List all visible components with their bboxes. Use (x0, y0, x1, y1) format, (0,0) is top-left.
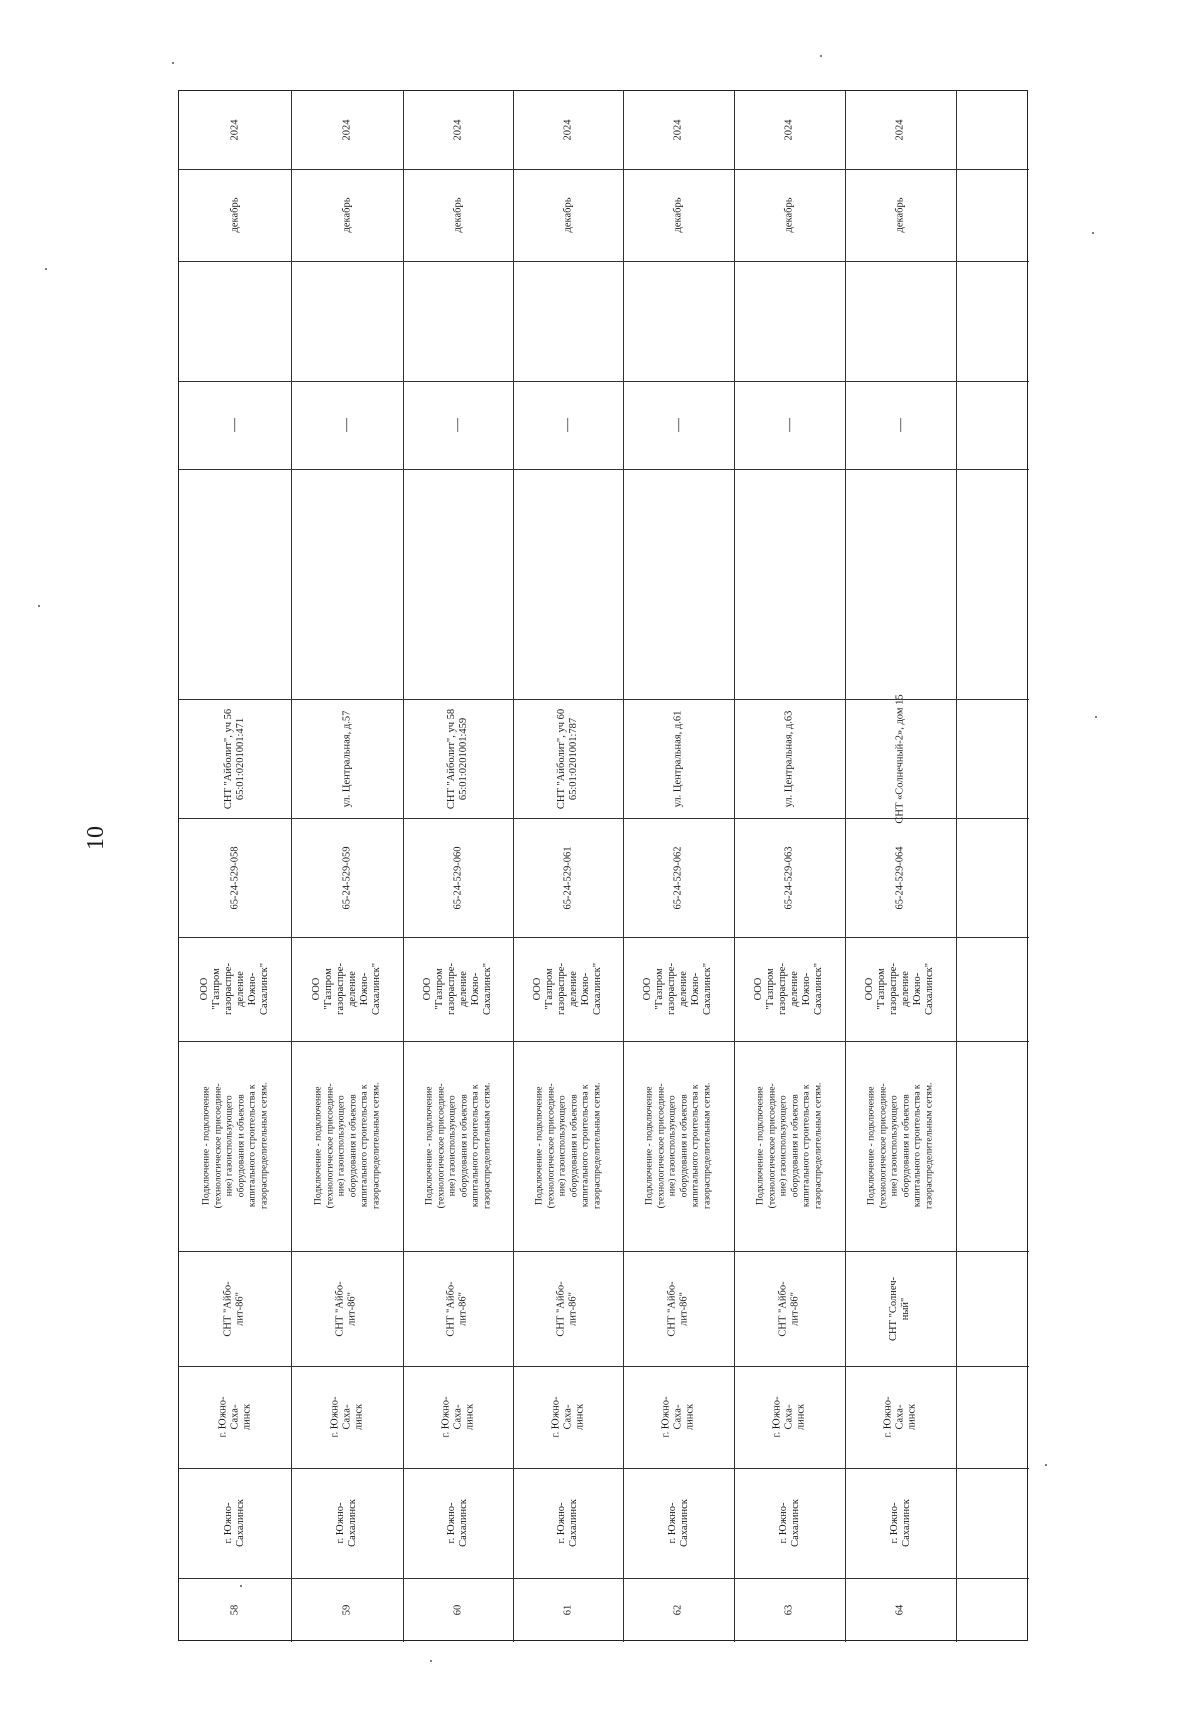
table-cell (734, 1251, 845, 1366)
cell-quantity: — (450, 418, 465, 432)
cell-district: г. Южно- Сахалинск (666, 1499, 690, 1547)
cell-record-code: 65-24-529-060 (452, 846, 463, 909)
table-cell (513, 818, 623, 937)
cell-row-number: 60 (452, 1604, 463, 1616)
table-cell (623, 1251, 734, 1366)
cell-object-name: СНТ "Айбо- лит-86" (445, 1280, 469, 1337)
table-cell (291, 169, 403, 261)
table-cell (734, 1468, 845, 1578)
table-cell (513, 381, 623, 469)
table-cell (291, 261, 403, 381)
cell-month: декабрь (229, 197, 240, 233)
table-cell (623, 1578, 734, 1642)
cell-year: 2024 (894, 119, 906, 141)
cell-address: ул. Центральная, д.63 (783, 710, 795, 807)
table-cell (403, 1251, 513, 1366)
table-cell (403, 1041, 513, 1251)
table-cell (623, 169, 734, 261)
table-cell (734, 91, 845, 169)
table-cell (513, 1578, 623, 1642)
cell-object-name: СНТ "Айбо- лит-86" (334, 1280, 358, 1337)
cell-district: г. Южно- Сахалинск (223, 1499, 246, 1547)
cell-row-number: 63 (783, 1604, 795, 1616)
table-cell (513, 261, 623, 381)
cell-organization: ООО "Газпром газораспре- деление Южно- Сахалинск" (642, 962, 714, 1016)
cell-object-name: СНТ "Айбо- лит-86" (777, 1280, 801, 1337)
cell-year: 2024 (229, 119, 240, 141)
cell-quantity: — (227, 418, 242, 432)
table-cell (734, 699, 845, 818)
table-cell (179, 1041, 291, 1251)
cell-settlement: г. Южно- Саха- линск (216, 1396, 252, 1438)
table-cell (291, 1251, 403, 1366)
cell-organization: ООО "Газпром газораспре- деление Южно- Сахалинск" (753, 962, 825, 1016)
cell-settlement: г. Южно- Саха- линск (882, 1396, 918, 1438)
cell-event-description: Подключение - подключение (технологическое присоедине- ние) газоиспользующего оборудования и объектов капитального строительства к газораспределительным сетям. (754, 1082, 824, 1210)
table-cell (623, 469, 734, 699)
table-cell (513, 1041, 623, 1251)
cell-month: декабрь (894, 197, 906, 233)
table-cell (403, 381, 513, 469)
table-cell (403, 169, 513, 261)
table-cell (403, 1468, 513, 1578)
table-cell (623, 699, 734, 818)
records-table (178, 90, 1028, 1641)
cell-object-name: СНТ "Айбо- лит-86" (555, 1280, 579, 1337)
cell-district: г. Южно- Сахалинск (777, 1499, 801, 1547)
cell-month: декабрь (562, 197, 573, 233)
table-cell (845, 818, 956, 937)
cell-year: 2024 (672, 119, 684, 141)
table-cell (734, 261, 845, 381)
table-cell (845, 91, 956, 169)
table-cell (734, 1578, 845, 1642)
cell-district: г. Южно- Сахалинск (446, 1499, 469, 1547)
cell-address: СНТ "Айболит", уч 58 65:01:0201001:459 (446, 708, 469, 809)
cell-organization: ООО "Газпром газораспре- деление Южно- Сахалинск" (311, 962, 382, 1016)
table-cell (513, 1251, 623, 1366)
table-cell (845, 261, 956, 381)
table-cell (403, 1366, 513, 1468)
cell-object-name: СНТ "Айбо- лит-86" (666, 1280, 690, 1337)
table-cell (179, 91, 291, 169)
cell-event-description: Подключение - подключение (технологическое присоедине- ние) газоиспользующего оборудования и объектов капитального строительства к газораспределительным сетям. (643, 1082, 713, 1210)
scan-speck (240, 1585, 242, 1587)
page-number: 10 (83, 826, 109, 850)
table-cell (179, 1578, 291, 1642)
cell-organization: ООО "Газпром газораспре- деление Южно- Сахалинск" (199, 962, 270, 1016)
cell-event-description: Подключение - подключение (технологическое присоедине- ние) газоиспользующего оборудования и объектов капитального строительства к газораспределительным сетям. (865, 1082, 935, 1210)
scan-speck (1095, 716, 1097, 718)
table-cell (179, 1251, 291, 1366)
cell-month: декабрь (672, 197, 684, 233)
table-cell (845, 937, 956, 1041)
table-cell (291, 818, 403, 937)
table-cell (623, 261, 734, 381)
table-cell (403, 469, 513, 699)
table-cell (291, 1468, 403, 1578)
cell-event-description: Подключение - подключение (технологическое присоедине- ние) газоиспользующего оборудования и объектов капитального строительства к газораспределительным сетям. (423, 1082, 493, 1210)
table-cell (513, 1468, 623, 1578)
table-cell (623, 818, 734, 937)
table-cell (845, 1041, 956, 1251)
table-cell (179, 699, 291, 818)
table-cell (291, 469, 403, 699)
cell-year: 2024 (562, 119, 573, 141)
cell-quantity: — (560, 418, 575, 432)
table-cell (513, 91, 623, 169)
cell-month: декабрь (783, 197, 795, 233)
table-cell (845, 693, 956, 824)
cell-year: 2024 (452, 119, 463, 141)
table-cell (291, 381, 403, 469)
table-cell (845, 1578, 956, 1642)
table-cell (845, 469, 956, 699)
cell-year: 2024 (783, 119, 795, 141)
cell-organization: ООО "Газпром газораспре- деление Южно- Сахалинск" (532, 962, 603, 1016)
table-cell (179, 937, 291, 1041)
table-cell (179, 1468, 291, 1578)
cell-settlement: г. Южно- Саха- линск (660, 1396, 696, 1438)
cell-row-number: 58 (229, 1604, 240, 1616)
cell-object-name: СНТ "Солнеч- ный" (888, 1276, 912, 1341)
table-cell (179, 169, 291, 261)
table-cell (623, 1041, 734, 1251)
scan-speck (1092, 232, 1094, 234)
cell-row-number: 64 (894, 1604, 906, 1616)
table-cell (403, 937, 513, 1041)
table-cell (403, 699, 513, 818)
cell-organization: ООО "Газпром газораспре- деление Южно- Сахалинск" (422, 962, 493, 1016)
cell-district: г. Южно- Сахалинск (335, 1499, 358, 1547)
cell-address: ул. Центральная, д.57 (341, 710, 352, 807)
table-cell (179, 381, 291, 469)
cell-organization: ООО "Газпром газораспре- деление Южно- Сахалинск" (864, 962, 936, 1016)
cell-row-number: 62 (672, 1604, 684, 1616)
table-cell (179, 469, 291, 699)
cell-address: СНТ «Солнечный-2», дом 15 (894, 693, 906, 824)
table-cell (179, 1366, 291, 1468)
table-cell (513, 469, 623, 699)
table-cell (845, 1468, 956, 1578)
cell-address: ул. Центральная, д.61 (672, 710, 684, 807)
table-cell (291, 1578, 403, 1642)
cell-row-number: 61 (562, 1604, 573, 1616)
cell-month: декабрь (341, 197, 352, 233)
cell-event-description: Подключение - подключение (технологическое присоедине- ние) газоиспользующего оборудования и объектов капитального строительства к газораспределительным сетям. (200, 1082, 270, 1210)
table-cell (734, 381, 845, 469)
table-cell (291, 91, 403, 169)
table-cell (623, 91, 734, 169)
cell-quantity: — (670, 418, 686, 432)
cell-quantity: — (781, 418, 797, 432)
cell-record-code: 65-24-529-063 (783, 846, 795, 909)
table-cell (623, 937, 734, 1041)
table-cell (403, 1578, 513, 1642)
table-cell (291, 1366, 403, 1468)
cell-record-code: 65-24-529-064 (894, 846, 906, 909)
cell-record-code: 65-24-529-059 (341, 846, 352, 909)
cell-event-description: Подключение - подключение (технологическое присоедине- ние) газоиспользующего оборудования и объектов капитального строительства к газораспределительным сетям. (533, 1082, 603, 1210)
table-cell (513, 1366, 623, 1468)
scan-speck (1045, 1464, 1047, 1466)
cell-month: декабрь (452, 197, 463, 233)
table-cell (513, 699, 623, 818)
table-cell (403, 261, 513, 381)
table-cell (179, 261, 291, 381)
cell-record-code: 65-24-529-062 (672, 846, 684, 909)
table-cell (734, 1041, 845, 1251)
cell-settlement: г. Южно- Саха- линск (439, 1396, 475, 1438)
table-cell (845, 381, 956, 469)
table-cell (845, 1366, 956, 1468)
table-cell (291, 1041, 403, 1251)
table-cell (734, 818, 845, 937)
cell-object-name: СНТ "Айбо- лит-86" (222, 1280, 246, 1337)
cell-quantity: — (892, 418, 908, 432)
table-cell (623, 1366, 734, 1468)
table-cell (734, 469, 845, 699)
scan-speck (45, 268, 47, 270)
table-cell (513, 169, 623, 261)
table-cell (845, 169, 956, 261)
table-cell (734, 1366, 845, 1468)
table-cell (845, 1251, 956, 1366)
cell-address: СНТ "Айболит", уч 56 65:01:0201001:471 (223, 708, 246, 809)
row-divider (956, 91, 957, 1642)
scan-speck (172, 62, 174, 64)
scan-speck (38, 605, 40, 607)
table-cell (403, 818, 513, 937)
table-cell (623, 381, 734, 469)
table-cell (513, 937, 623, 1041)
cell-settlement: г. Южно- Саха- линск (328, 1396, 364, 1438)
cell-record-code: 65-24-529-061 (562, 846, 573, 909)
cell-event-description: Подключение - подключение (технологическое присоедине- ние) газоиспользующего оборудования и объектов капитального строительства к газораспределительным сетям. (312, 1082, 382, 1210)
table-cell (403, 91, 513, 169)
table-cell (179, 818, 291, 937)
table-cell (734, 937, 845, 1041)
cell-address: СНТ "Айболит", уч 60 65:01:0201001:787 (556, 708, 579, 809)
cell-record-code: 65-24-529-058 (229, 846, 240, 909)
table-cell (291, 937, 403, 1041)
scan-speck (430, 1660, 432, 1662)
cell-district: г. Южно- Сахалинск (888, 1499, 912, 1547)
cell-year: 2024 (341, 119, 352, 141)
table-cell (623, 1468, 734, 1578)
cell-settlement: г. Южно- Саха- линск (549, 1396, 585, 1438)
scan-speck (820, 55, 822, 57)
table-cell (291, 699, 403, 818)
cell-row-number: 59 (341, 1604, 352, 1616)
cell-district: г. Южно- Сахалинск (556, 1499, 579, 1547)
cell-settlement: г. Южно- Саха- линск (771, 1396, 807, 1438)
cell-quantity: — (339, 418, 354, 432)
table-cell (734, 169, 845, 261)
